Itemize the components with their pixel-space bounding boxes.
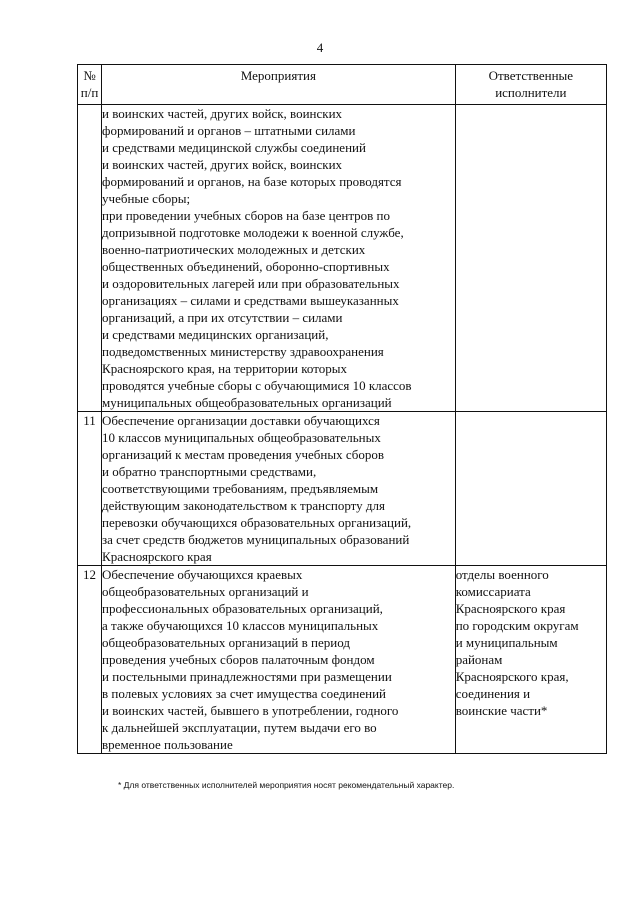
row-number: 12 — [78, 566, 102, 754]
header-num-line: п/п — [80, 85, 99, 100]
table-row — [78, 105, 607, 412]
activity-line: и воинских частей, бывшего в употреблении, годного — [102, 703, 399, 718]
activity-line: проведения учебных сборов палаточным фондом — [102, 652, 375, 667]
activity-line: формирований и органов, на базе которых проводятся — [102, 174, 402, 189]
responsible-line: Красноярского края, — [455, 669, 569, 684]
row-number: 11 — [78, 412, 102, 566]
activity-line: и воинских частей, других войск, воинских — [102, 106, 343, 121]
activity-line: при проведении учебных сборов на базе центров по — [102, 208, 390, 223]
activity-line: 10 классов муниципальных общеобразовательных — [102, 430, 381, 445]
responsible-line: комиссариата — [455, 584, 531, 599]
activity-line: действующим законодательством к транспорту для — [102, 498, 385, 513]
activity-line: Красноярского края — [102, 549, 212, 564]
activity-line: общеобразовательных организаций и — [102, 584, 309, 599]
activity-line: муниципальных общеобразовательных организаций — [102, 395, 392, 410]
activity-line: проводятся учебные сборы с обучающимися 10 классов — [102, 378, 412, 393]
activity-line: формирований и органов – штатными силами — [102, 123, 356, 138]
activity-line: в полевых условиях за счет имущества соединений — [102, 686, 386, 701]
responsible-line: по городским округам — [455, 618, 579, 633]
header-num — [78, 65, 102, 105]
row-responsible — [455, 105, 606, 412]
table-header-row — [78, 65, 607, 105]
activity-line: временное пользование — [102, 737, 233, 752]
activity-line: соответствующими требованиям, предъявляемым — [102, 481, 379, 496]
activity-line: общественных объединений, оборонно-спортивных — [102, 259, 390, 274]
activity-line: допризывной подготовке молодежи к военной службе, — [102, 225, 404, 240]
activity-line: и обратно транспортными средствами, — [102, 464, 317, 479]
table-row — [78, 566, 607, 754]
activity-line: организациях – силами и средствами вышеуказанных — [102, 293, 399, 308]
activity-line: за счет средств бюджетов муниципальных образований — [102, 532, 410, 547]
activity-line: военно-патриотических молодежных и детских — [102, 242, 366, 257]
activity-line: общеобразовательных организаций в период — [102, 635, 350, 650]
responsible-line: и муниципальным — [455, 635, 558, 650]
row-activity — [102, 412, 456, 566]
activity-line: и постельными принадлежностями при размещении — [102, 669, 392, 684]
activity-line: организаций, а при их отсутствии – силами — [102, 310, 343, 325]
activity-line: Красноярского края, на территории которых — [102, 361, 347, 376]
header-activity-label: Мероприятия — [240, 68, 316, 83]
activity-line: перевозки обучающихся образовательных организаций, — [102, 515, 412, 530]
activity-line: учебные сборы; — [102, 191, 191, 206]
activities-table — [77, 64, 607, 754]
activity-line: и оздоровительных лагерей или при образовательных — [102, 276, 400, 291]
row-activity — [102, 105, 456, 412]
activity-line: и средствами медицинской службы соединений — [102, 140, 366, 155]
header-responsible-line: исполнители — [495, 85, 567, 100]
activity-line: организаций к местам проведения учебных сборов — [102, 447, 385, 462]
activity-line: и средствами медицинских организаций, — [102, 327, 329, 342]
responsible-line: районам — [455, 652, 503, 667]
row-responsible — [455, 566, 606, 754]
row-responsible — [455, 412, 606, 566]
activity-line: к дальнейшей эксплуатации, путем выдачи его во — [102, 720, 377, 735]
activity-line: и воинских частей, других войск, воинских — [102, 157, 343, 172]
activity-line: подведомственных министерству здравоохранения — [102, 344, 384, 359]
activity-line: Обеспечение обучающихся краевых — [102, 567, 303, 582]
table-body — [78, 105, 607, 754]
row-number — [78, 105, 102, 412]
activity-line: а также обучающихся 10 классов муниципальных — [102, 618, 379, 633]
page-number: 4 — [316, 40, 324, 55]
header-responsible — [455, 65, 606, 105]
table-row — [78, 412, 607, 566]
header-responsible-line: Ответственные — [488, 68, 574, 83]
header-activity — [102, 65, 456, 105]
responsible-line: воинские части* — [455, 703, 548, 718]
activity-line: Обеспечение организации доставки обучающихся — [102, 413, 380, 428]
responsible-line: отделы военного — [455, 567, 549, 582]
responsible-line: Красноярского края — [455, 601, 566, 616]
responsible-line: соединения и — [455, 686, 531, 701]
row-activity — [102, 566, 456, 754]
footnote: * Для ответственных исполнителей мероприятия носят рекомендательный характер. — [118, 780, 455, 790]
header-num-line: № — [83, 68, 96, 83]
activity-line: профессиональных образовательных организаций, — [102, 601, 383, 616]
